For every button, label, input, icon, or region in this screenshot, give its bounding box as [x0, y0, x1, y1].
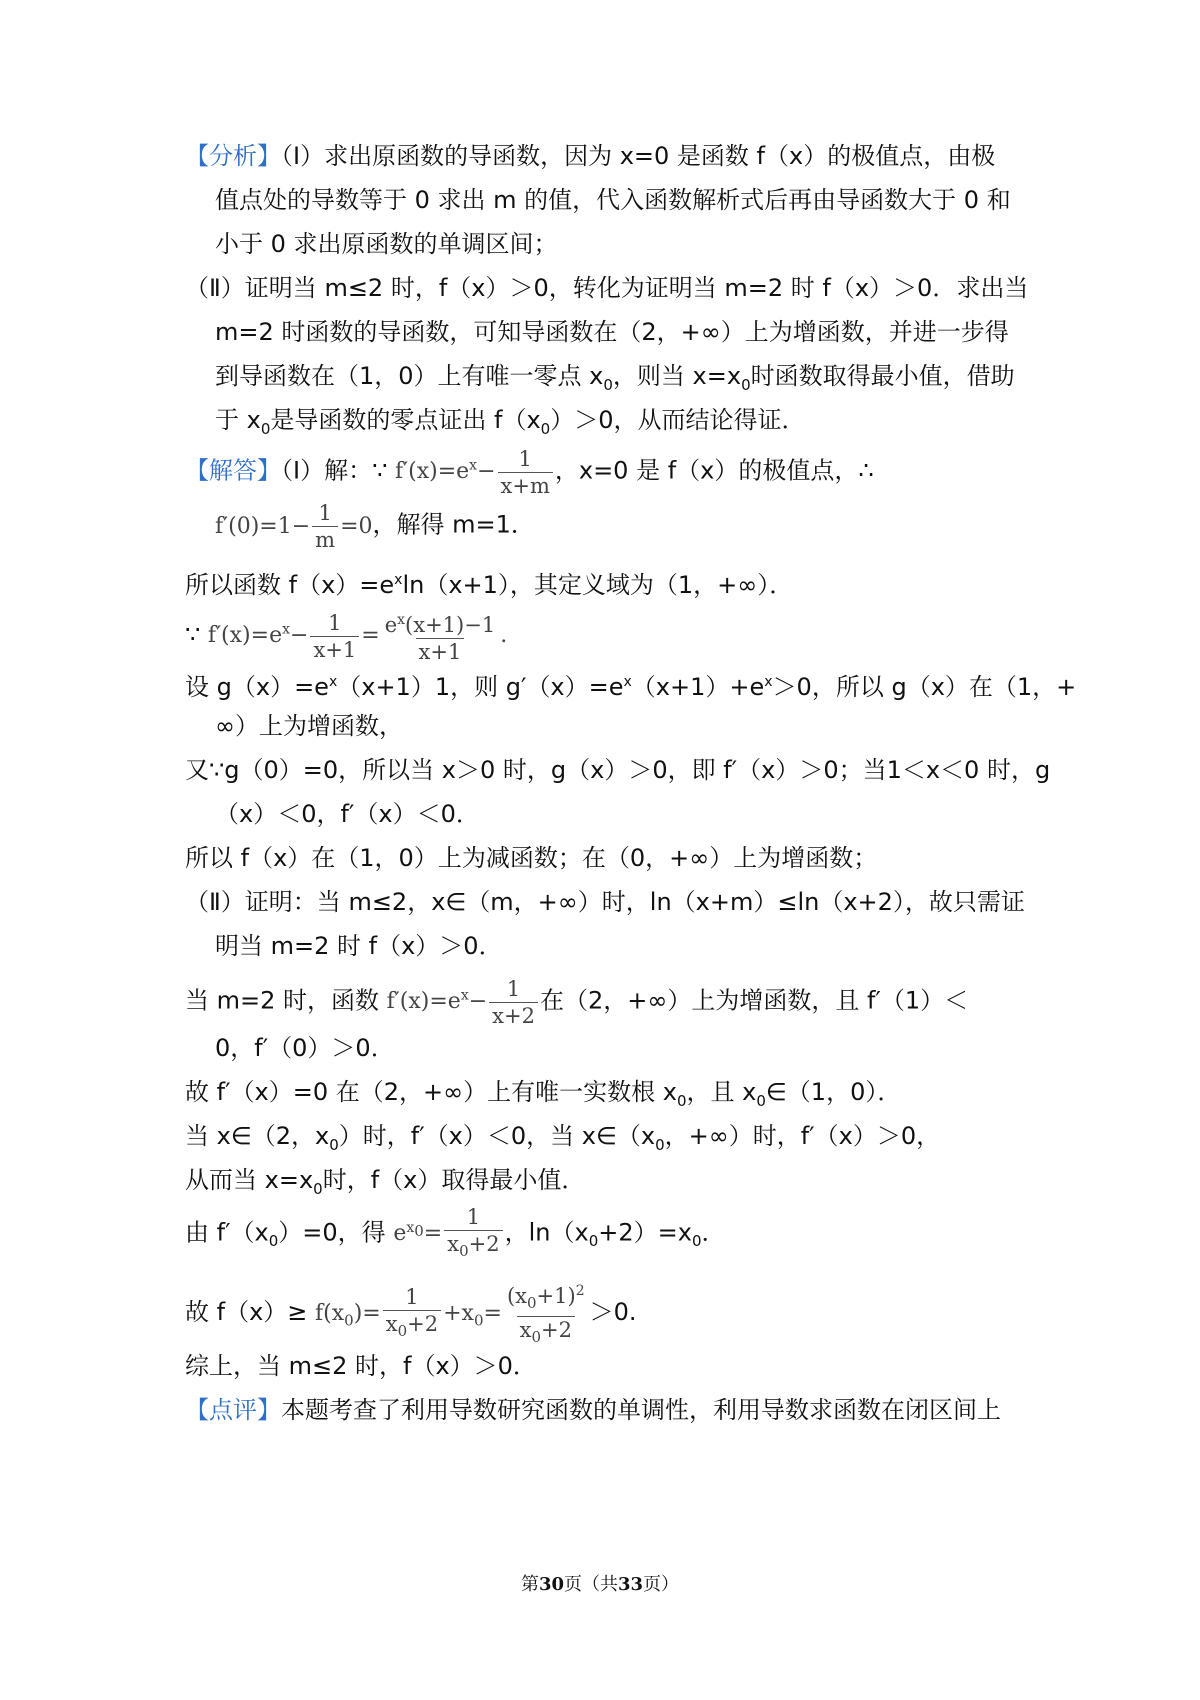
- solution-line-10: （Ⅱ）证明：当 m≤2，x∈（﻿m，+∞）时，ln（x+m）≤ln（x+2），故只需证: [185, 888, 1025, 916]
- formula-derivative-simplified: $f'(x)=e^x-$ $\frac{1}{x+1}$ = $\frac{e^x(x+1)-1}{x+1}$ .: [207, 610, 508, 665]
- solution-line-12: 当 m=2 时，函数 $f'(x)=e^x-$ $\frac{1}{x+2}$ 在（﻿2，+∞）上为增函数，且 f′（﻿1）＜: [185, 976, 969, 1028]
- analysis-line-3: 小于 0 求出原函数的单调区间；: [215, 230, 558, 258]
- analysis-part2-line-4: 于 $x_0$是导函数的零点证出 $f(x_0)>0$，从而结论得证．: [215, 406, 806, 438]
- analysis-part2-line-1: （Ⅱ）证明当 m≤2 时，f（x）＞0，转化为证明当 m=2 时 f（x）＞0．求出当: [185, 274, 1029, 302]
- solution-line-1: 【解答】（Ⅰ）解：∵ $f'(x)=e^x-$ $\frac{1}{x+m}$ ，x=0 是 f（x）的极值点，∴: [185, 446, 874, 498]
- solution-line-9: 所以 f（x）在（﻿1，0）上为减函数；在（0，+∞）上为增函数；: [185, 844, 878, 872]
- analysis-part2-line-3: 到导函数在（﻿1，0）上有唯一零点 $x_0$，则当 $x=x_0$时函数取得最小值，借助: [215, 362, 1015, 394]
- solution-line-3: 所以函数 $f(x)=e^x﻿\ln(x+1)$，其定义域为（﻿1，+∞）．: [185, 571, 794, 599]
- solution-line-18: 故 $f(x)\ge f(x_0)=$ $\frac{1}{x_0+2}$ $+x_0=$ $\frac{(x_0+1)^2}{x_0+2}$ ＞0.: [185, 1278, 1025, 1350]
- solution-line-11: 明当 m=2 时 f（x）＞0．: [215, 932, 503, 960]
- solution-tag: 【解答】: [185, 456, 281, 485]
- solution-line-16: 从而当 $x=x_0$时，f（x）取得最小值．: [185, 1166, 586, 1198]
- comment-tag: 【点评】: [185, 1396, 281, 1424]
- analysis-tag: 【分析】: [185, 142, 281, 170]
- formula-derivative-m: $f'(x)=e^x-$ $\frac{1}{x+m}$: [395, 459, 555, 484]
- formula-min-value: $f(x_0)=$ $\frac{1}{x_0+2}$ $+x_0=$ $\frac{(x_0+1)^2}{x_0+2}$: [315, 1301, 590, 1326]
- analysis-line-1: 【分析】（Ⅰ）求出原函数的导函数，因为 x=0 是函数 f（x）的极值点，由极: [185, 142, 996, 170]
- solution-line-15: 当 x∈（﻿2，$x_0$）时，f′（x）＜0，当 $x\in(x_0$，+∞）时，f′（x）＞0，: [185, 1122, 941, 1154]
- solution-line-8: （x）＜0，f′（x）＜0．: [215, 800, 480, 828]
- solution-line-2: f′(0)=1− $\frac{1}{m}$ =0，解得 m=1．: [215, 501, 535, 552]
- solution-line-5: 设 $g(x)=e^x(x+1)﻿1$，则 $g'(x)=e^x(x+1)+e^x>0$，所以 g（x）在（﻿1，+: [185, 673, 1077, 701]
- solution-line-19: 综上，当 m≤2 时，f（x）＞0．: [185, 1352, 537, 1380]
- solution-line-7: 又∵g（0）=0，所以当 x＞0 时，g（x）＞0，即 f′（x）＞0；当﻿1＜x＜0 时，g: [185, 756, 1051, 784]
- solution-line-4: ∵ $f'(x)=e^x-$ $\frac{1}{x+1}$ = $\frac{e^x(x+1)-1}{x+1}$ .: [185, 610, 508, 665]
- page-number: 30: [538, 1574, 564, 1595]
- formula-derivative-m2: $f'(x)=e^x-$ $\frac{1}{x+2}$: [387, 989, 540, 1014]
- solution-line-14: 故 f′（x）=0 在（﻿2，+∞）上有唯一实数根 $x_0$，且 $x_0\in(﻿1$，0）．: [185, 1078, 902, 1110]
- formula-derivative-zero: f′(0)=1− $\frac{1}{m}$ =0: [215, 501, 373, 552]
- page-footer: 第30页（共33页）: [520, 1574, 680, 1595]
- solution-line-6: ∞）上为增函数，: [215, 712, 403, 740]
- comment-line: 【点评】本题考查了利用导数研究函数的单调性，利用导数求函数在闭区间上: [185, 1396, 1001, 1424]
- formula-exp-x0: $e^{x_0}=$ $\frac{1}{x_0+2}$: [393, 1221, 504, 1246]
- page-total: 33: [618, 1574, 644, 1595]
- solution-line-17: 由 $f'(x_0)=0$，得 $e^{x_0}=$ $\frac{1}{x_0+2}$ ，$\ln(x_0+2)=﻿x_0$．: [185, 1204, 1025, 1265]
- analysis-line-2: 值点处的导数等于 0 求出 m 的值，代入函数解析式后再由导函数大于 0 和: [215, 186, 1011, 214]
- analysis-part2-line-2: m=2 时函数的导函数，可知导函数在（﻿2，+∞）上为增函数，并进一步得: [215, 318, 1009, 346]
- solution-line-13: 0，f′（0）＞0．: [215, 1034, 395, 1062]
